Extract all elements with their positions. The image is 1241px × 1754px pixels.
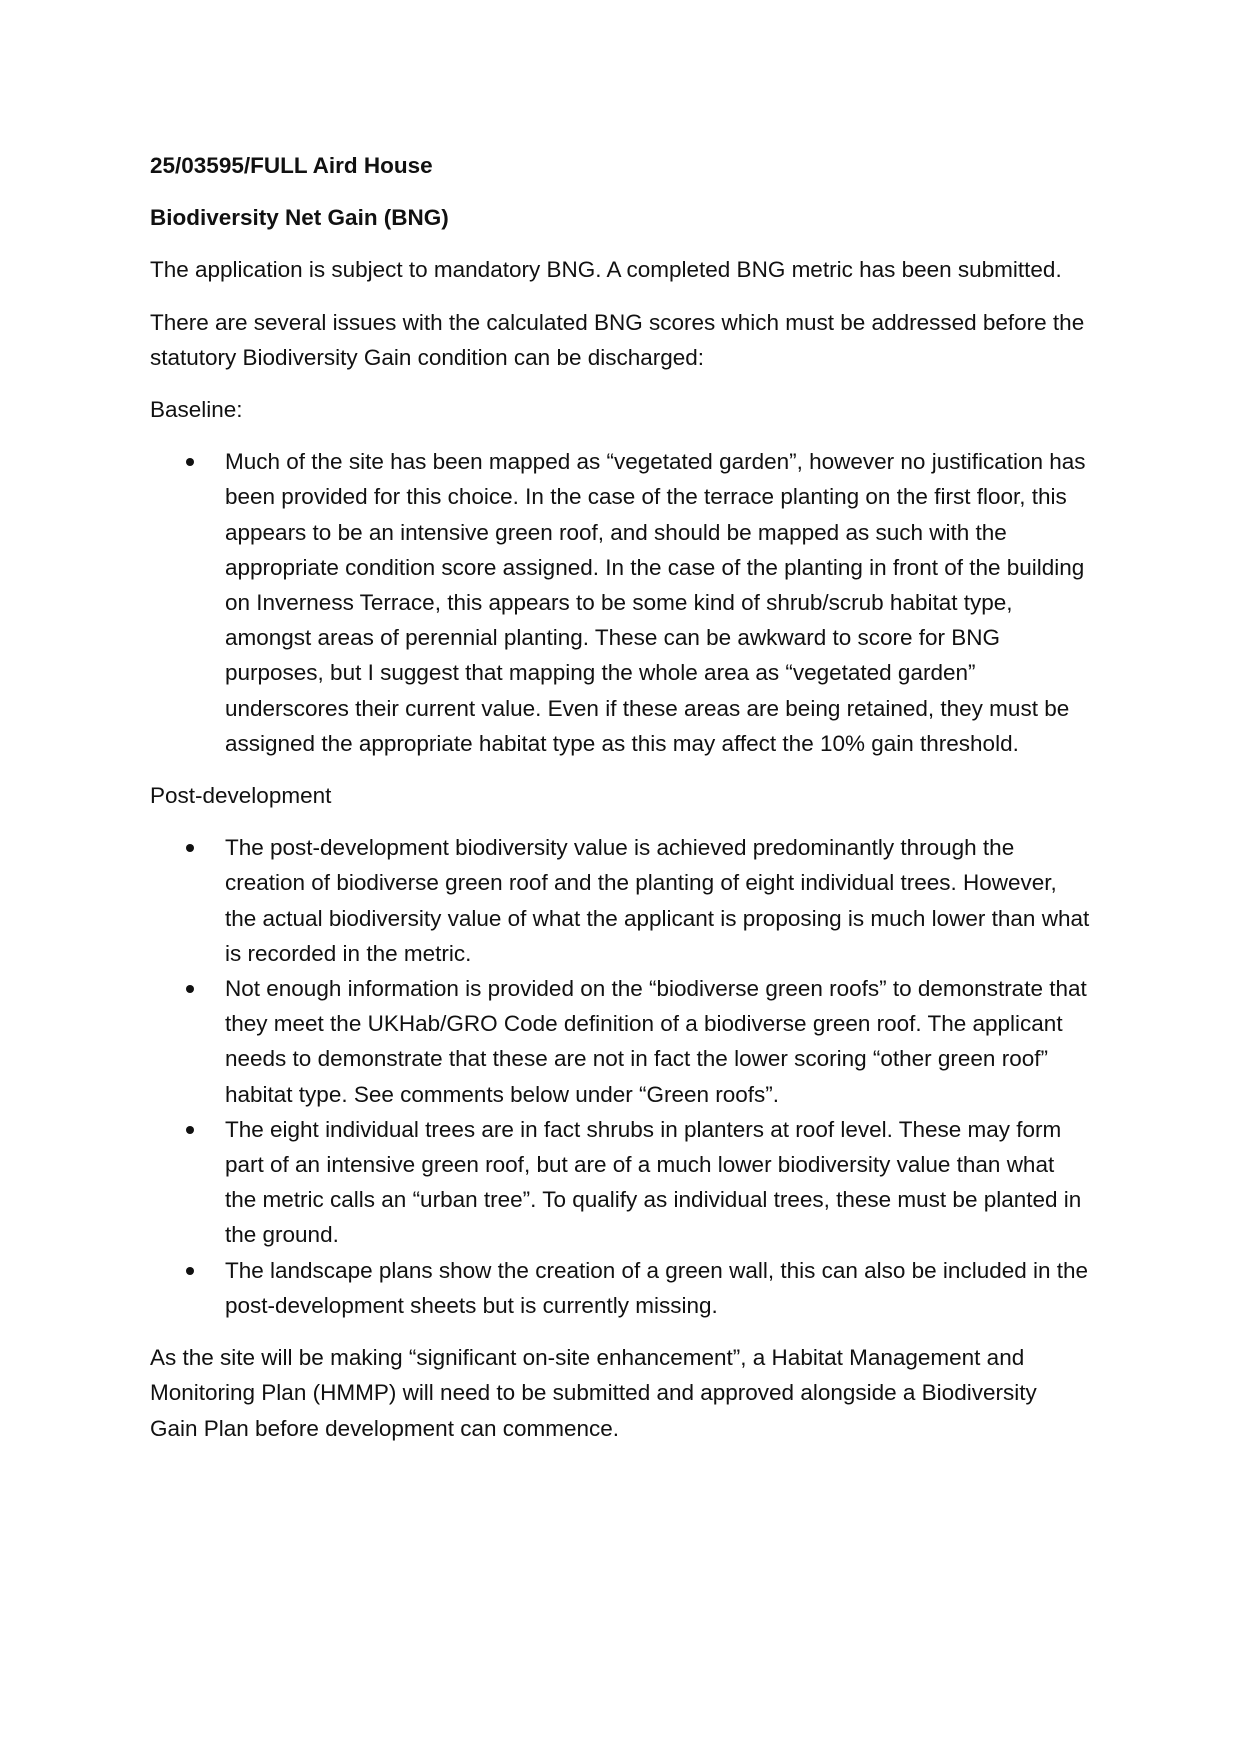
- conclusion-paragraph: As the site will be making “significant on-site enhancement”, a Habitat Management and Monitoring Plan (HMMP) will need to be submitted and approved alongside a Biodiversity Gain Plan before development can commence.: [150, 1345, 1037, 1441]
- document-body: [150, 148, 1090, 1463]
- post-development-list-item: The post-development biodiversity value is achieved predominantly through the creation of biodiverse green roof and the planting of eight individual trees. However, the actual biodiversity value of what the applicant is proposing is much lower than what is recorded in the metric.: [225, 830, 1090, 971]
- application-reference: 25/03595/FULL Aird House: [150, 153, 433, 178]
- baseline-list-item: Much of the site has been mapped as “vegetated garden”, however no justification has been provided for this choice. In the case of the terrace planting on the first floor, this appears to be an intensive green roof, and should be mapped as such with the appropriate condition score assigned. In the case of the planting in front of the building on Inverness Terrace, this appears to be some kind of shrub/scrub habitat type, amongst areas of perennial planting. These can be awkward to score for BNG purposes, but I suggest that mapping the whole area as “vegetated garden” underscores their current value. Even if these areas are being retained, they must be assigned the appropriate habitat type as this may affect the 10% gain threshold.: [225, 444, 1090, 761]
- section-heading: Biodiversity Net Gain (BNG): [150, 205, 449, 231]
- post-development-list: [150, 830, 1090, 1323]
- intro-paragraph: The application is subject to mandatory BNG. A completed BNG metric has been submitted.: [150, 257, 1062, 283]
- post-development-list-item: The eight individual trees are in fact shrubs in planters at roof level. These may form part of an intensive green roof, but are of a much lower biodiversity value than what the metric calls an “urban tree”. To qualify as individual trees, these must be planted in the ground.: [225, 1112, 1090, 1253]
- baseline-list: [150, 444, 1090, 761]
- post-development-list-item: The landscape plans show the creation of a green wall, this can also be included in the post-development sheets but is currently missing.: [225, 1253, 1090, 1323]
- post-development-list-item: Not enough information is provided on the “biodiverse green roofs” to demonstrate that they meet the UKHab/GRO Code definition of a biodiverse green roof. The applicant needs to demonstrate that these are not in fact the lower scoring “other green roof” habitat type. See comments below under “Green roofs”.: [225, 971, 1090, 1112]
- issues-intro-paragraph: There are several issues with the calculated BNG scores which must be addressed before the statutory Biodiversity Gain condition can be discharged:: [150, 309, 1085, 370]
- post-development-label: Post-development: [150, 783, 332, 809]
- baseline-label: Baseline:: [150, 397, 243, 423]
